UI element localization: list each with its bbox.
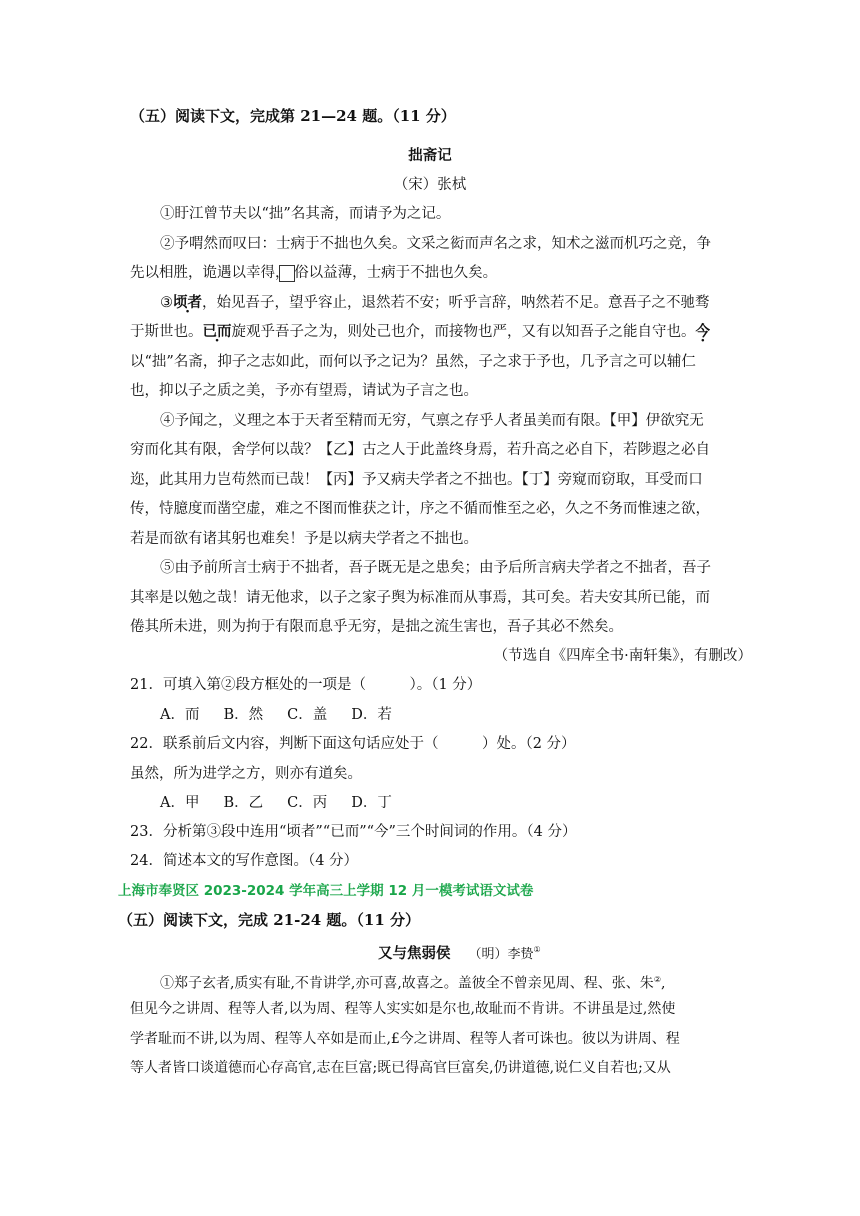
source-citation: （节选自《四库全书·南轩集》，有删改）	[493, 648, 752, 664]
option-c: C．丙	[287, 795, 328, 811]
paragraph-3-line	[130, 322, 710, 342]
essay-author: （宋）张栻	[393, 177, 467, 193]
question-22-sentence: 虽然，所为进学之方，则亦有道矣。	[130, 766, 362, 782]
essay-2-line: 等人者皆口谈道德而心存高官,志在巨富;既已得高官巨富矣,仍讲道德,说仁义自若也;又从	[130, 1060, 671, 1076]
option-b: B．然	[223, 707, 264, 723]
option-b: B．乙	[223, 795, 264, 811]
paragraph-3-line	[160, 293, 710, 313]
essay-title: 拙斋记	[408, 147, 452, 164]
paragraph-2-text: 先以相胜，诡遇以幸得， 俗以益薄，士病于不拙也久矣。	[130, 265, 498, 281]
paragraph-3-text: 于斯世也。	[130, 324, 203, 340]
footnote-marker: ①	[533, 945, 541, 954]
question-24: 24．简述本文的写作意图。（4 分）	[130, 853, 359, 869]
question-21-options	[160, 705, 392, 725]
section-heading: （五）阅读下文，完成 21-24 题。（11 分）	[118, 911, 421, 929]
essay-2-text: ①郑子玄者,质实有耻,不肯讲学,亦可喜,故喜之。盖彼全不曾亲见周、程、张、朱	[160, 975, 654, 992]
question-22-options	[160, 793, 392, 813]
paragraph-5-line: 其率是以勉之哉！请无他求，以子之家子舆为标准而从事焉，其可矣。若夫安其所已能，而	[130, 590, 710, 606]
essay-2-author: （明）李贽	[468, 946, 534, 962]
paragraph-3-text: ③	[160, 295, 173, 311]
question-22: 22．联系前后文内容，判断下面这句话应处于（ ）处。（2 分）	[130, 736, 576, 752]
option-a: A．而	[160, 707, 200, 723]
paragraph-5-line: ⑤由予前所言士病于不拙者，吾子既无是之患矣；由予后所言病夫学者之不拙者，吾子	[160, 560, 711, 576]
essay-2-title: 又与焦弱侯	[378, 944, 451, 962]
paragraph-4-line: 传，恃臆度而凿空虚，难之不图而惟获之计，序之不循而惟至之必，久之不务而惟速之欲，	[130, 501, 710, 517]
paragraph-4-line: ④予闻之，义理之本于天者至精而无穷，气禀之存乎人者虽美而有限。【甲】伊欲究无	[160, 413, 704, 429]
blank-box	[279, 265, 295, 282]
essay-2-line: 但见今之讲周、程等人者,以为周、程等人实实如是尔也,故耻而不肯讲。不讲虽是过,然使	[130, 1001, 676, 1017]
paragraph-3-text: 旋观乎吾子之为，则处己也介，而接物也严，又有以知吾子之能自守也。	[231, 324, 696, 340]
emphasized-word: 顷者	[173, 294, 202, 311]
option-a: A．甲	[160, 795, 200, 811]
option-d: D．丁	[351, 795, 392, 811]
essay-2-line: 学者耻而不讲,以为周、程等人卒如是而止,£今之讲周、程等人者可诛也。彼以为讲周、程	[130, 1031, 680, 1047]
exam-source-label: 上海市奉贤区 2023-2024 学年高三上学期 12 月一模考试语文试卷	[118, 883, 534, 899]
time-word-yier: 已而	[202, 323, 232, 340]
paragraph-4-line: 若是而欲有诸其躬也难矣！予是以病夫学者之不拙也。	[130, 531, 478, 547]
paragraph-3-line: 以“拙”名斋，抑子之志如此，而何以予之记为？虽然，子之求于予也，几予言之可以辅仁	[130, 354, 696, 370]
paragraph-4-line: 穷而化其有限，舍学何以哉？【乙】古之人于此盖终身焉，若升高之必自下，若陟遐之必自	[130, 442, 710, 458]
question-23: 23．分析第③段中连用“顷者”“已而”“今”三个时间词的作用。（4 分）	[130, 824, 577, 840]
paragraph-4-line: 迩，此其用力岂苟然而已哉！【丙】予又病夫学者之不拙也。【丁】旁窥而窃取，耳受而口	[130, 472, 703, 488]
paragraph-2-line	[130, 263, 497, 283]
footnote-marker: ②	[653, 975, 661, 984]
question-21: 21．可填入第②段方框处的一项是（ ）。（1 分）	[130, 677, 482, 693]
time-word-jin: 今	[695, 323, 710, 340]
time-word-qingzhe	[173, 294, 202, 311]
essay-2-line: ①郑子玄者,质实有耻,不肯讲学,亦可喜,故喜之。盖彼全不曾亲见周、程、张、朱②,	[160, 975, 666, 992]
paragraph-2-line: ②予喟然而叹曰：士病于不拙也久矣。文采之衒而声名之求，知术之滋而机巧之竞，争	[160, 236, 711, 252]
paragraph-3-line: 也，抑以子之质之美，予亦有望焉，请试为子言之也。	[130, 383, 478, 399]
paragraph-5-line: 倦其所未进，则为拘于有限而息乎无穷，是拙之流生害也，吾子其必不然矣。	[130, 619, 623, 635]
option-c: C．盖	[287, 707, 328, 723]
essay-2-title-row	[378, 940, 541, 965]
paragraph-3-text: ，始见吾子，望乎容止，退然若不安；听乎言辞，呐然若不足。意吾子之不驰骛	[202, 295, 710, 311]
section-heading: （五）阅读下文，完成第 21—24 题。（11 分）	[130, 107, 456, 125]
option-d: D．若	[351, 707, 392, 723]
paragraph-1-line: ①盱江曾节夫以“拙”名其斋，而请予为之记。	[160, 206, 451, 222]
